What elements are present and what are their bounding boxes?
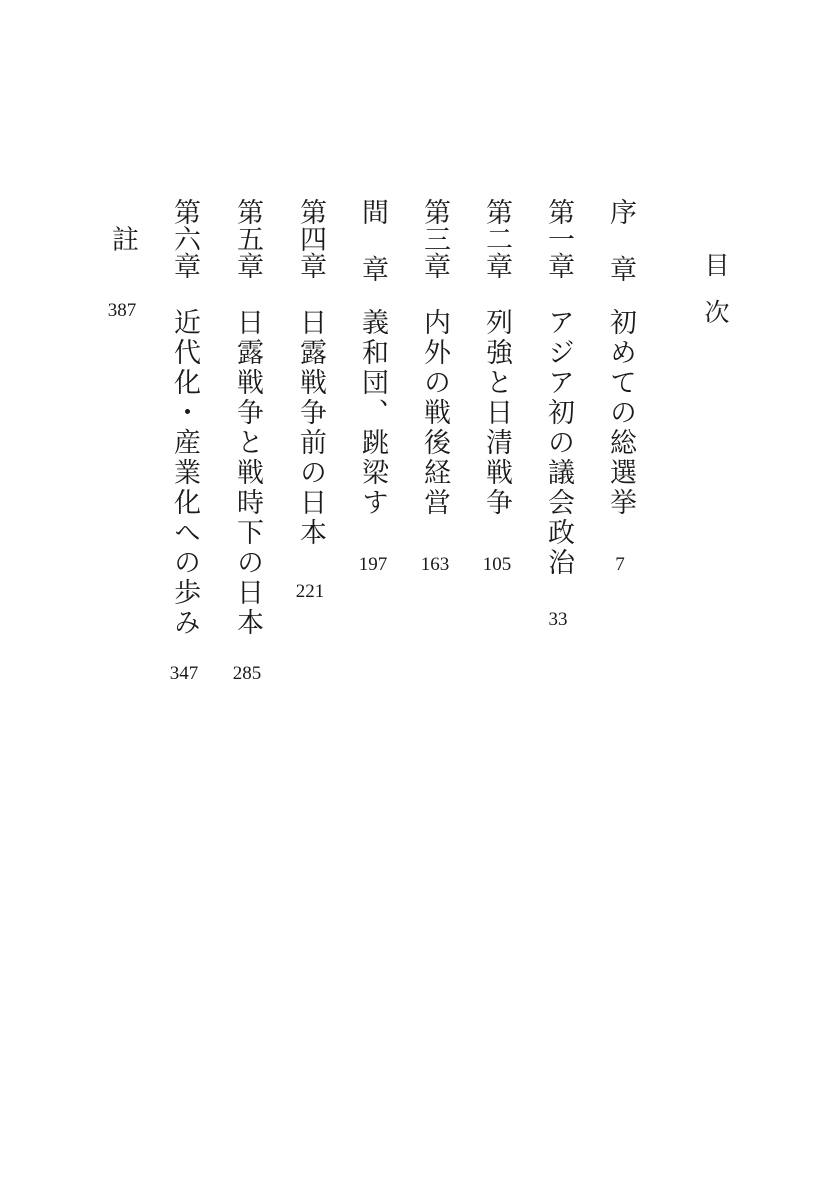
chapter-label: 第三章 xyxy=(419,198,450,279)
page-number: 33 xyxy=(548,609,568,630)
page-number: 197 xyxy=(358,554,388,575)
chapter-label: 註 xyxy=(107,225,138,252)
page-number: 221 xyxy=(295,581,325,602)
chapter-title: 日露戦争と戦時下の日本 xyxy=(232,308,263,638)
page-number: 105 xyxy=(482,554,512,575)
chapter-label: 間章 xyxy=(357,198,388,312)
chapter-title: 近代化・産業化への歩み xyxy=(169,308,200,638)
chapter-title: 列強と日清戦争 xyxy=(481,308,512,518)
chapter-label: 第一章 xyxy=(543,198,574,279)
page-number: 347 xyxy=(169,663,199,684)
toc-title: 目次 xyxy=(701,252,730,346)
page-number: 387 xyxy=(107,300,137,321)
page-number: 7 xyxy=(615,554,625,575)
chapter-label: 第二章 xyxy=(481,198,512,279)
chapter-label: 序章 xyxy=(605,198,636,312)
chapter-title: アジア初の議会政治 xyxy=(543,308,574,578)
chapter-title: 日露戦争前の日本 xyxy=(295,308,326,548)
chapter-title: 初めての総選挙 xyxy=(605,308,636,518)
chapter-label: 第六章 xyxy=(169,198,200,279)
chapter-title: 内外の戦後経営 xyxy=(419,308,450,518)
chapter-title: 義和団、跳梁す xyxy=(357,308,388,518)
chapter-label: 第四章 xyxy=(295,198,326,279)
page-number: 163 xyxy=(420,554,450,575)
chapter-label: 第五章 xyxy=(232,198,263,279)
page-number: 285 xyxy=(232,663,262,684)
